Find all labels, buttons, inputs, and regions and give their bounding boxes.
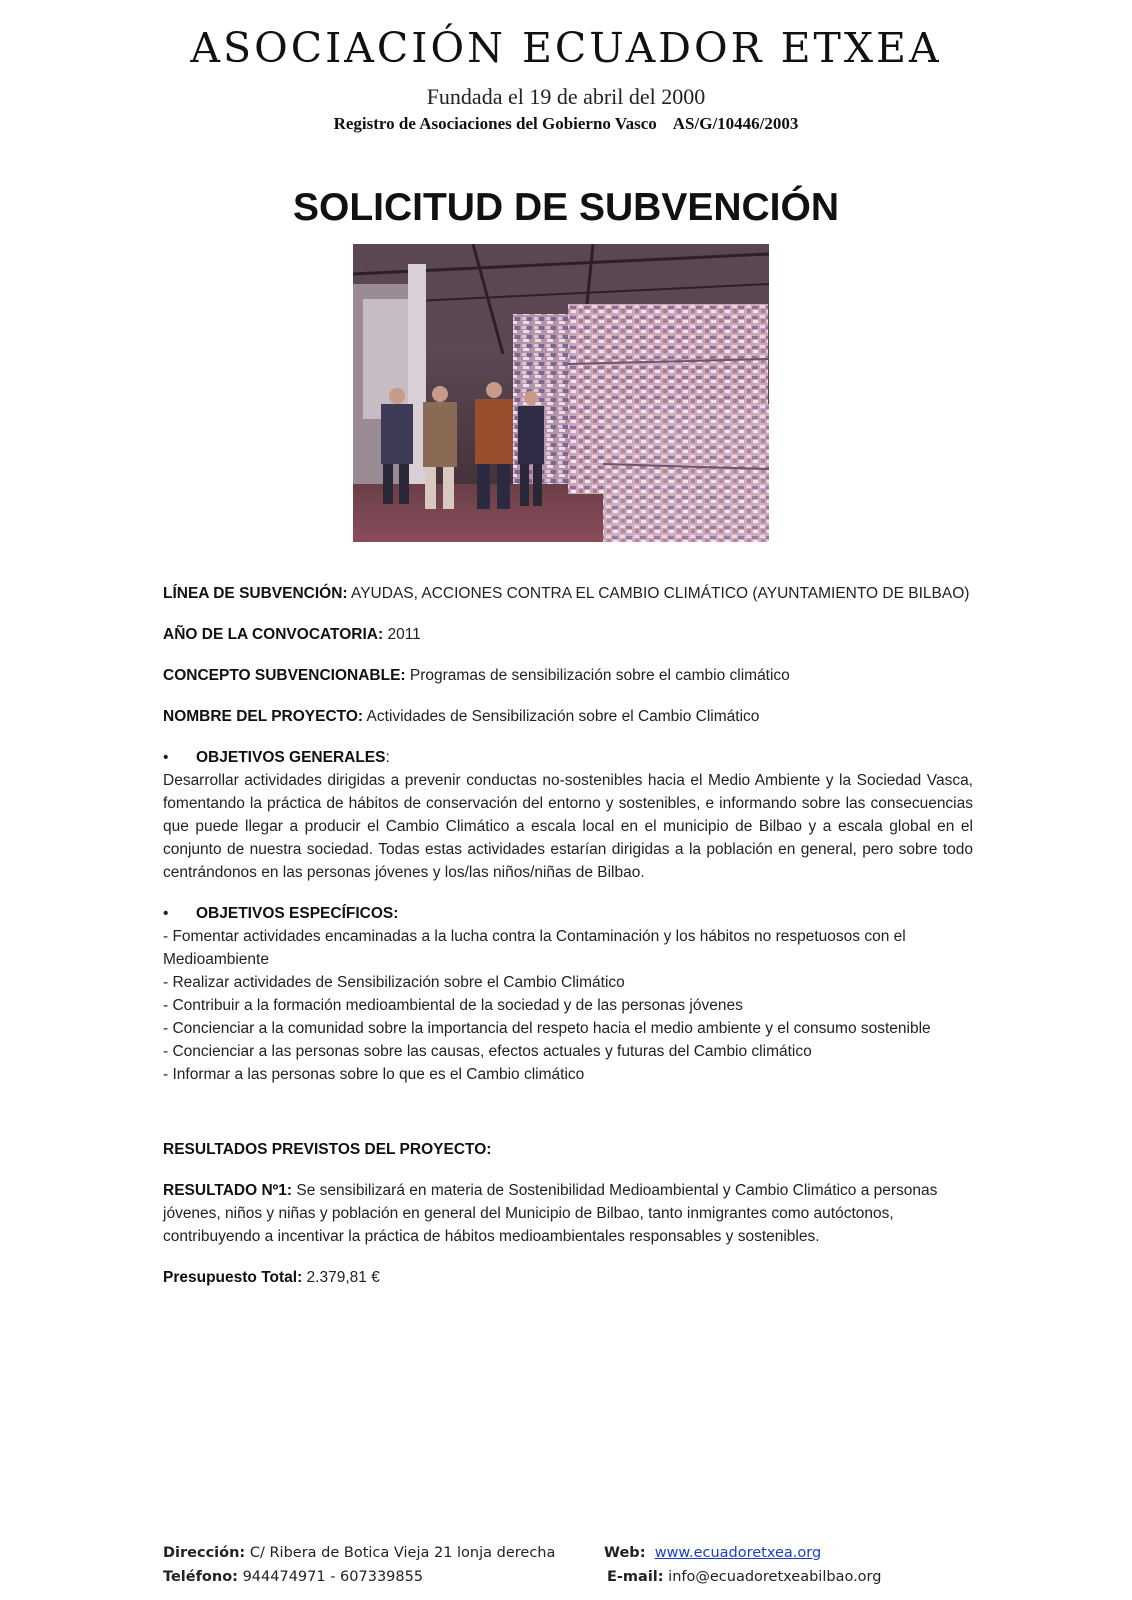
footer-row-1 xyxy=(163,1541,1043,1565)
address-value: C/ Ribera de Botica Vieja 21 lonja derecha xyxy=(249,1545,556,1561)
registry-label: Registro de Asociaciones del Gobierno Vasco xyxy=(333,114,657,133)
email-label: E-mail: xyxy=(607,1569,664,1585)
web-label: Web: xyxy=(604,1545,646,1561)
list-item: - Informar a las personas sobre lo que es el Cambio climático xyxy=(163,1066,585,1083)
organization-name: ASOCIACIÓN ECUADOR ETXEA xyxy=(190,24,942,72)
phone-label: Teléfono: xyxy=(163,1569,238,1585)
objetivos-especificos-title: OBJETIVOS ESPECÍFICOS: xyxy=(196,905,399,922)
anio-convocatoria xyxy=(163,623,973,646)
document-title: SOLICITUD DE SUBVENCIÓN xyxy=(292,186,840,229)
footer-address xyxy=(163,1541,555,1565)
nombre-proyecto xyxy=(163,705,973,728)
list-item: - Fomentar actividades encaminadas a la lucha contra la Contaminación y los hábitos no respetuosos con el Medioambiente xyxy=(163,928,906,968)
presupuesto-label: Presupuesto Total: xyxy=(163,1269,303,1286)
objetivos-especificos-heading xyxy=(163,902,973,925)
objetivos-generales-heading xyxy=(163,746,973,769)
concepto-subvencionable xyxy=(163,664,973,687)
resultado-1 xyxy=(163,1179,973,1248)
anio-value: 2011 xyxy=(387,626,421,643)
bullet-icon: • xyxy=(163,905,169,922)
web-link[interactable]: www.ecuadoretxea.org xyxy=(654,1545,822,1561)
email-value: info@ecuadoretxeabilbao.org xyxy=(668,1569,882,1585)
linea-label: LÍNEA DE SUBVENCIÓN: xyxy=(163,585,348,602)
list-item: - Concienciar a las personas sobre las causas, efectos actuales y futuras del Cambio climático xyxy=(163,1043,812,1060)
address-label: Dirección: xyxy=(163,1545,246,1561)
objetivos-generales-title: OBJETIVOS GENERALES xyxy=(196,749,386,766)
linea-subvencion xyxy=(163,582,973,605)
application-content xyxy=(163,582,973,1289)
nombre-value: Actividades de Sensibilización sobre el Cambio Climático xyxy=(366,708,760,725)
objetivos-generales-colon: : xyxy=(385,749,390,766)
linea-value: AYUDAS, ACCIONES CONTRA EL CAMBIO CLIMÁTICO (AYUNTAMIENTO DE BILBAO) xyxy=(351,585,970,602)
resultados-heading: RESULTADOS PREVISTOS DEL PROYECTO: xyxy=(163,1141,492,1158)
objetivos-generales-text: Desarrollar actividades dirigidas a prevenir conductas no-sostenibles hacia el Medio Ambiente y la Sociedad Vasca, fomentando la práctica de hábitos de conservación del entorno y sostenibles, e informando sobre las consecuencias que puede llegar a producir el Cambio Climático a escala local en el municipio de Bilbao y a escala global en el conjunto de nuestra sociedad. Todas estas actividades estarían dirigidas a la población en general, pero sobre todo centrándonos en las personas jóvenes y los/las niños/niñas de Bilbao. xyxy=(163,772,973,881)
concepto-value: Programas de sensibilización sobre el cambio climático xyxy=(409,667,790,684)
founded-date: Fundada el 19 de abril del 2000 xyxy=(426,84,706,109)
list-item: - Concienciar a la comunidad sobre la importancia del respeto hacia el medio ambiente y el consumo sostenible xyxy=(163,1020,931,1037)
footer-phone xyxy=(163,1565,423,1589)
footer-row-2 xyxy=(163,1565,1043,1589)
bullet-icon: • xyxy=(163,749,169,766)
list-item: - Contribuir a la formación medioambiental de la sociedad y de las personas jóvenes xyxy=(163,997,743,1014)
resultado-1-text: Se sensibilizará en materia de Sostenibilidad Medioambiental y Cambio Climático a personas jóvenes, niños y niñas y población en general del Municipio de Bilbao, tanto inmigrantes como autóctonos, contribuyendo a incentivar la práctica de hábitos medioambientales responsables y sostenibles. xyxy=(163,1182,938,1245)
phone-value: 944474971 - 607339855 xyxy=(242,1569,424,1585)
presupuesto-value: 2.379,81 € xyxy=(306,1269,380,1286)
presupuesto-total xyxy=(163,1266,973,1289)
concepto-label: CONCEPTO SUBVENCIONABLE: xyxy=(163,667,406,684)
footer-web xyxy=(604,1541,821,1565)
nombre-label: NOMBRE DEL PROYECTO: xyxy=(163,708,364,725)
footer xyxy=(163,1541,1043,1589)
footer-email xyxy=(607,1565,881,1589)
registry-line xyxy=(0,114,1132,134)
resultado-1-label: RESULTADO Nº1: xyxy=(163,1182,293,1199)
registry-code: AS/G/10446/2003 xyxy=(672,114,799,133)
list-item: - Realizar actividades de Sensibilización sobre el Cambio Climático xyxy=(163,974,625,991)
recycling-plant-photo xyxy=(353,244,769,542)
anio-label: AÑO DE LA CONVOCATORIA: xyxy=(163,626,384,643)
